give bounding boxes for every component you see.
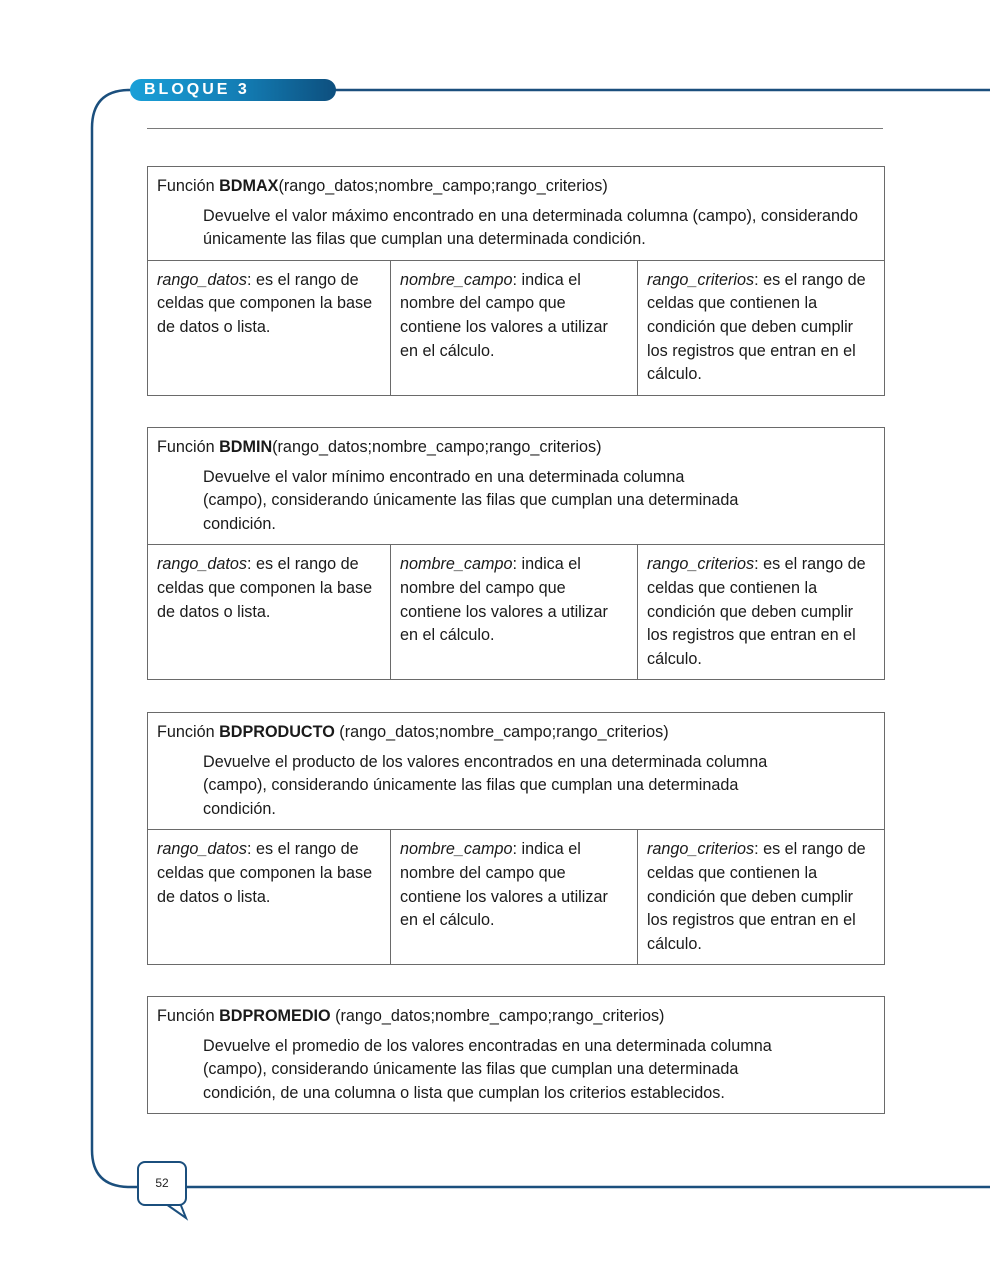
- param-rango-criterios: rango_criterios: es el rango de celdas que contienen la condición que deben cumplir los registros que entran en el cálculo.: [638, 830, 885, 965]
- param-nombre-campo: nombre_campo: indica el nombre del campo que contiene los valores a utilizar en el cálculo.: [391, 830, 638, 965]
- function-header: [148, 428, 885, 545]
- function-signature: Función BDPRODUCTO (rango_datos;nombre_campo;rango_criterios): [157, 723, 669, 741]
- function-header: [148, 997, 885, 1114]
- block-label: BLOQUE 3: [130, 79, 336, 101]
- function-description: Devuelve el promedio de los valores encontradas en una determinada columna (campo), considerando únicamente las filas que cumplan una determinada condición, de una columna o lista que cumplan los criterios establecidos.: [203, 1036, 772, 1102]
- param-rango-datos: rango_datos: es el rango de celdas que componen la base de datos o lista.: [148, 545, 391, 680]
- function-description: Devuelve el producto de los valores encontrados en una determinada columna (campo), considerando únicamente las filas que cumplan una determinada condición.: [203, 752, 768, 818]
- function-signature: Función BDPROMEDIO (rango_datos;nombre_campo;rango_criterios): [157, 1007, 665, 1025]
- function-table-bdmax: [147, 166, 885, 396]
- function-signature: Función BDMAX(rango_datos;nombre_campo;rango_criterios): [157, 177, 608, 195]
- function-name: BDPRODUCTO: [219, 723, 335, 741]
- param-rango-criterios: rango_criterios: es el rango de celdas que contienen la condición que deben cumplir los registros que entran en el cálculo.: [638, 545, 885, 680]
- function-signature: Función BDMIN(rango_datos;nombre_campo;rango_criterios): [157, 438, 602, 456]
- param-rango-datos: rango_datos: es el rango de celdas que componen la base de datos o lista.: [148, 830, 391, 965]
- param-nombre-campo: nombre_campo: indica el nombre del campo que contiene los valores a utilizar en el cálculo.: [391, 260, 638, 395]
- param-nombre-campo: nombre_campo: indica el nombre del campo que contiene los valores a utilizar en el cálculo.: [391, 545, 638, 680]
- function-table-bdmin: [147, 427, 885, 680]
- function-table-bdproducto: [147, 712, 885, 965]
- function-header: [148, 167, 885, 261]
- header-divider: [147, 128, 883, 129]
- function-table-bdpromedio: [147, 996, 885, 1114]
- function-name: BDMIN: [219, 438, 273, 456]
- param-rango-criterios: rango_criterios: es el rango de celdas que contienen la condición que deben cumplir los registros que entran en el cálculo.: [638, 260, 885, 395]
- page-number: 52: [137, 1161, 187, 1206]
- function-description: Devuelve el valor mínimo encontrado en una determinada columna (campo), considerando únicamente las filas que cumplan una determinada condición.: [203, 467, 739, 533]
- param-rango-datos: rango_datos: es el rango de celdas que componen la base de datos o lista.: [148, 260, 391, 395]
- function-name: BDPROMEDIO: [219, 1007, 331, 1025]
- function-header: [148, 713, 885, 830]
- function-description: Devuelve el valor máximo encontrado en una determinada columna (campo), considerando únicamente las filas que cumplan una determinada condición.: [203, 206, 859, 249]
- function-name: BDMAX: [219, 177, 279, 195]
